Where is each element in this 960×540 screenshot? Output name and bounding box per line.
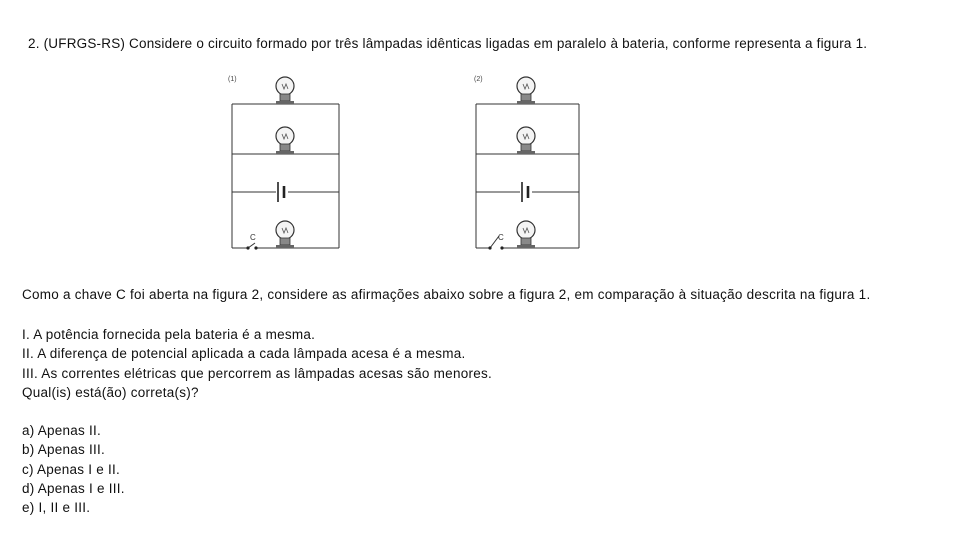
question-text: 2. (UFRGS-RS) Considere o circuito formado por três lâmpadas idênticas ligadas em paralelo à bateria, conforme representa a figura 1. xyxy=(28,36,868,51)
circuit-figure-1 xyxy=(226,72,346,252)
circuit-diagram-1 xyxy=(226,72,346,252)
statement-item: I. A potência fornecida pela bateria é a mesma. xyxy=(22,327,316,342)
switch-contact-icon xyxy=(488,246,491,249)
option-b: b) Apenas III. xyxy=(22,442,106,458)
figure-2-label: (2) xyxy=(474,76,483,83)
lamp-icon-2c xyxy=(517,221,535,248)
switch-label-2: C xyxy=(498,233,504,242)
switch-contact-icon xyxy=(246,246,249,249)
option-e: e) I, II e III. xyxy=(22,500,91,516)
question-prompt: Qual(is) está(ão) correta(s)? xyxy=(22,384,199,400)
context-text: Como a chave C foi aberta na figura 2, considere as afirmações abaixo sobre a figura 2, em comparação à situação descrita na figura 1. xyxy=(22,287,871,302)
statement-item: II. A diferença de potencial aplicada a cada lâmpada acesa é a mesma. xyxy=(22,346,466,362)
figure-1-label: (1) xyxy=(228,76,237,83)
switch-label-1: C xyxy=(250,233,256,242)
lamp-icon-2b xyxy=(517,127,535,154)
switch-contact-icon xyxy=(500,246,503,249)
lamp-icon-1c xyxy=(276,221,294,248)
switch-contact-icon xyxy=(254,246,257,249)
circuit-figure-2 xyxy=(472,72,587,252)
options-list xyxy=(22,421,125,517)
battery-icon-1 xyxy=(278,182,284,202)
statement-item: III. As correntes elétricas que percorrem as lâmpadas acesas são menores. xyxy=(22,365,492,381)
option-d: d) Apenas I e III. xyxy=(22,480,125,496)
circuit-diagram-2 xyxy=(472,72,587,252)
statements-block xyxy=(22,325,492,402)
option-a: a) Apenas II. xyxy=(22,423,102,438)
lamp-icon-2a xyxy=(517,77,535,104)
lamp-icon-1a xyxy=(276,77,294,104)
battery-icon-2 xyxy=(522,182,528,202)
lamp-icon-1b xyxy=(276,127,294,154)
option-c: c) Apenas I e II. xyxy=(22,461,121,477)
